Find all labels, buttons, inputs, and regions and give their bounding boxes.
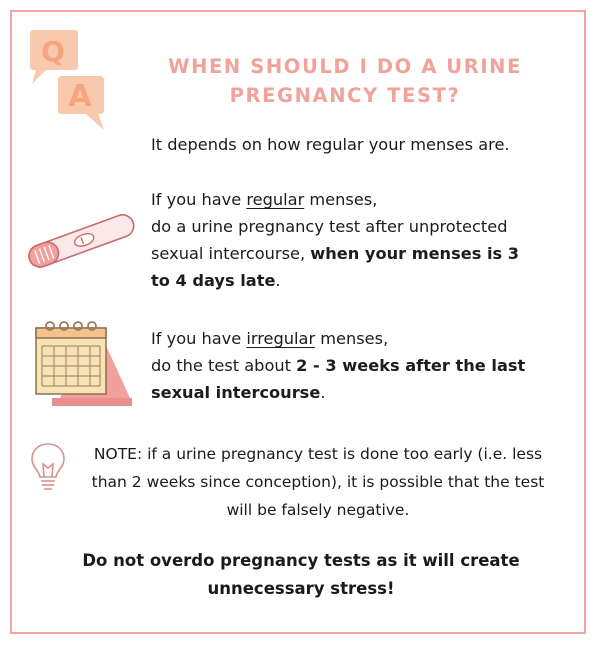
qa-bubbles-icon: [22, 28, 112, 132]
lightbulb-icon: [28, 440, 68, 496]
regular-menses-paragraph: If you have regular menses, do a urine pregnancy test after unprotected sexual intercourse, when your menses is 3 to 4 days late.: [151, 190, 520, 290]
note-text: NOTE: if a urine pregnancy test is done too early (i.e. less than 2 weeks since conception), it is possible that the test will be falsely negative.: [91, 445, 545, 519]
a-letter: A: [68, 79, 92, 114]
calendar-icon: [30, 318, 134, 410]
final-warning: Do not overdo pregnancy tests as it will create unnecessary stress!: [82, 551, 520, 598]
intro-text: It depends on how regular your menses are.: [151, 135, 510, 154]
pregnancy-test-icon: [22, 210, 140, 270]
page-title: WHEN SHOULD I DO A URINE PREGNANCY TEST?: [167, 55, 523, 107]
q-letter: Q: [41, 35, 65, 68]
irregular-menses-paragraph: If you have irregular menses, do the test about 2 - 3 weeks after the last sexual intercourse.: [151, 329, 526, 402]
